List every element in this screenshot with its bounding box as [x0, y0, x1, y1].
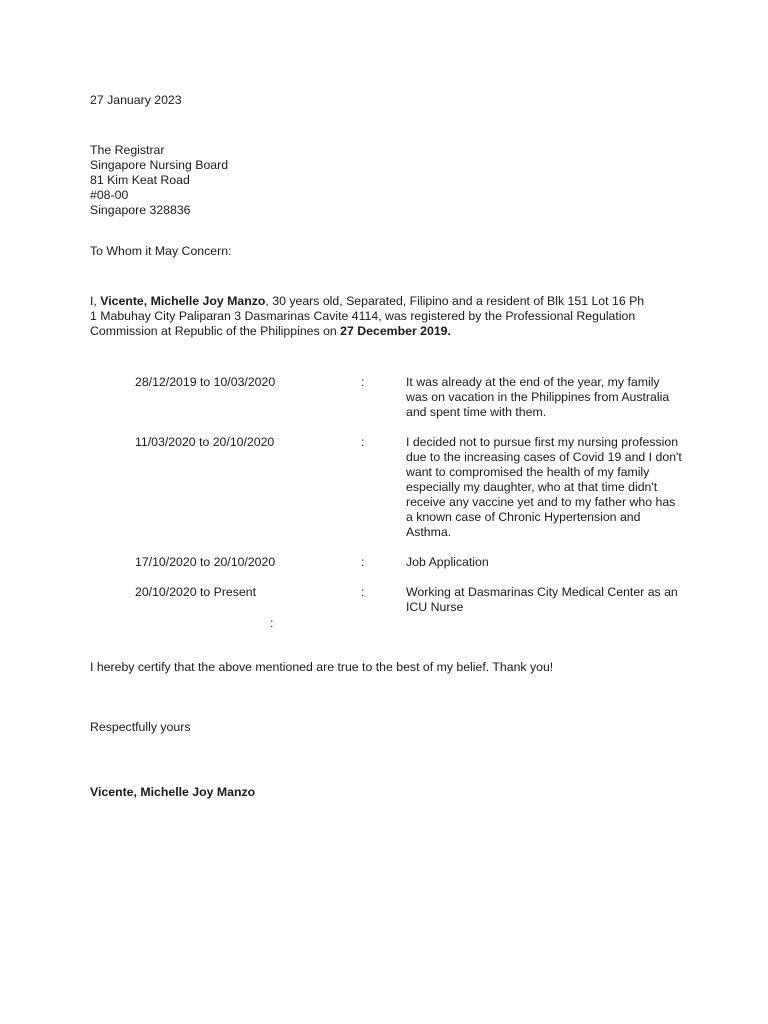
timeline-description: I decided not to pursue first my nursing profession due to the increasing cases of Covid 19 and I don't want to compromised the health of my family especially my daughter, who at that time didn't receive any vaccine yet and to my father who has a known case of Chronic Hypertension and Asthma. [406, 435, 682, 539]
certification-statement: I hereby certify that the above mentioned are true to the best of my belief. Thank you! [90, 660, 554, 674]
timeline-description: Working at Dasmarinas City Medical Center as an ICU Nurse [406, 585, 678, 614]
timeline-colon: : [361, 555, 365, 569]
salutation: To Whom it May Concern: [90, 244, 232, 258]
timeline-colon: : [361, 435, 365, 449]
timeline-period: 20/10/2020 to Present [135, 585, 257, 599]
timeline-period: 28/12/2019 to 10/03/2020 [135, 375, 276, 389]
recipient-line: Singapore Nursing Board [90, 158, 229, 172]
registration-date: 27 December 2019. [340, 324, 451, 338]
intro-paragraph [90, 294, 650, 339]
timeline-colon: : [361, 585, 365, 599]
timeline-description: Job Application [406, 555, 489, 569]
closing: Respectfully yours [90, 720, 191, 734]
recipient-line: #08-00 [90, 188, 129, 202]
timeline-period: 17/10/2020 to 20/10/2020 [135, 555, 276, 569]
intro-body: , 30 years old, Separated, Filipino and a resident of Blk 151 Lot 16 Ph 1 Mabuhay City Paliparan 3 Dasmarinas Cavite 4114, was registered by the Professional Regulation Commission at Republic of the Philippines on [90, 294, 645, 338]
signature-name: Vicente, Michelle Joy Manzo [90, 785, 256, 799]
letter-date: 27 January 2023 [90, 93, 182, 107]
stray-colon: : [270, 616, 274, 630]
timeline-colon: : [361, 375, 365, 389]
intro-prefix: I, [90, 294, 101, 308]
timeline-description: It was already at the end of the year, my family was on vacation in the Philippines from Australia and spent time with them. [406, 375, 670, 419]
applicant-name: Vicente, Michelle Joy Manzo [100, 294, 266, 308]
recipient-address [90, 143, 228, 218]
recipient-line: Singapore 328836 [90, 203, 191, 217]
recipient-line: The Registrar [90, 143, 165, 157]
recipient-line: 81 Kim Keat Road [90, 173, 190, 187]
timeline-period: 11/03/2020 to 20/10/2020 [135, 435, 275, 449]
